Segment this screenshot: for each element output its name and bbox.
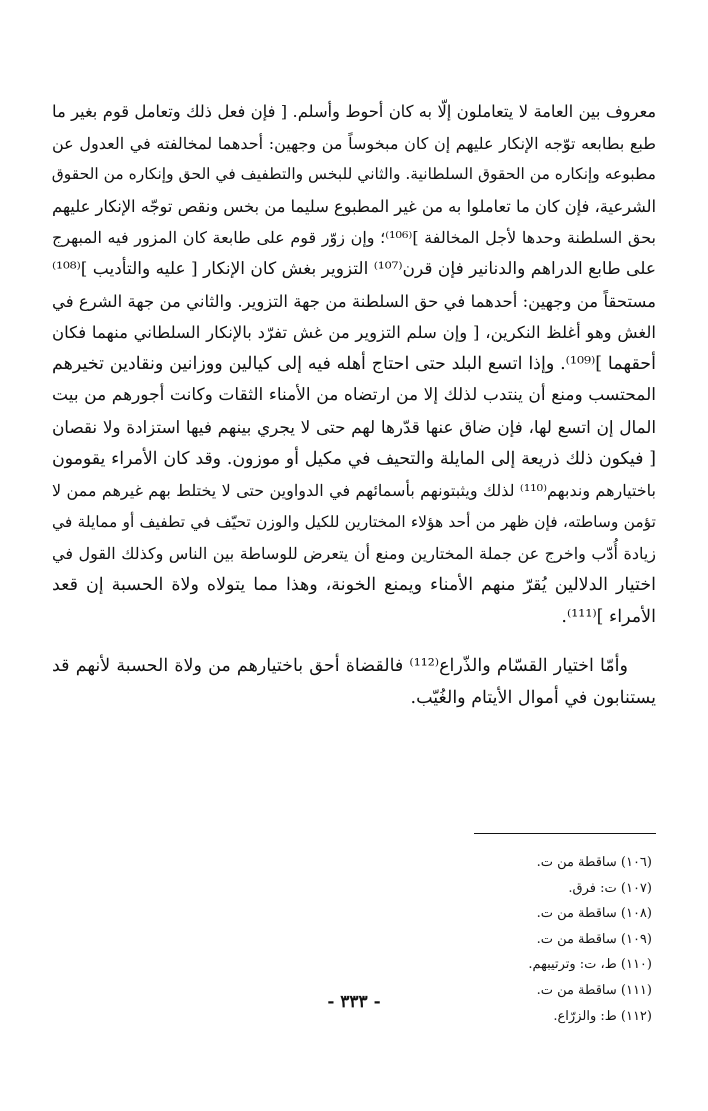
text-line: المال إن اتسع لها، فإن ضاق عنها قدّرها لهم حتى لا يجري بينهم فيها استزادة ولا نقصان bbox=[52, 416, 656, 437]
text-line: الأمراء ]⁽¹¹¹⁾. bbox=[561, 606, 656, 627]
text-line: يستنابون في أموال الأيتام والغُيّب. bbox=[410, 687, 656, 708]
text-line: تؤمن وساطته، فإن ظهر من أحد هؤلاء المختارين للكيل والوزن تحيّف في تطفيف أو ممايلة في bbox=[52, 512, 656, 531]
footnote: (١٠٦) ساقطة من ت. bbox=[536, 855, 652, 870]
footnote: (١١٠) ط، ت: وترتيبهم. bbox=[528, 957, 652, 973]
footnote: (١١٢) ط: والزرّاع. bbox=[553, 1008, 652, 1024]
text-line: مستحقاً من وجهين: أحدهما في حق السلطنة من جهة التزوير. والثاني من جهة الشرع في bbox=[52, 291, 656, 311]
text-line: [ فيكون ذلك ذريعة إلى المايلة والتحيف في مكيل أو موزون. وقد كان الأمراء يقومون bbox=[52, 448, 656, 469]
paragraph-gap bbox=[52, 633, 656, 651]
text-line: طبع بطابعه توّجه الإنكار عليهم إن كان مبخوساً من وجهين: أحدهما لمخالفته في العدول عن bbox=[52, 133, 656, 153]
text-line: مطبوعه وإنكاره من الحقوق السلطانية. والثاني للبخس والتطفيف في الحق وإنكاره من الحقوق bbox=[52, 165, 656, 184]
text-line: الغش وهو أغلظ النكرين، [ وإن سلم التزوير من غش تفرّد بالإنكار السلطاني منهما فكان bbox=[52, 323, 656, 343]
text-line: الشرعية، فإن كان ما تعاملوا به من غير المطبوع سليما من بخس ونقص توجّه الإنكار عليهم bbox=[52, 196, 656, 216]
footnote: (١١١) ساقطة من ت. bbox=[536, 982, 652, 998]
text-line: وأمّا اختيار القسّام والذّراع⁽¹¹²⁾ فالقضاة أحق باختيارهم من ولاة الحسبة لأنهم قد bbox=[52, 656, 628, 677]
text-line: زيادة أُدّب واخرج عن جملة المختارين ومنع أن يتعرض للوساطة بين الناس وكذلك القول في bbox=[52, 544, 656, 564]
text-line: معروف بين العامة لا يتعاملون إلّا به كان أحوط وأسلم. [ فإن فعل ذلك وتعامل قوم بغير ما bbox=[52, 102, 656, 121]
text-line: باختيارهم وندبهم⁽¹¹⁰⁾ لذلك ويثبتونهم بأسمائهم في الدواوين حتى لا يختلط بهم غيرهم ممن لا bbox=[52, 481, 656, 501]
footnote: (١٠٧) ت: فرق. bbox=[568, 880, 652, 896]
text-line: المحتسب ومنع أن ينتدب لذلك إلا من ارتضاه من الأمناء الثقات وكانت أجورهم من بيت bbox=[52, 385, 656, 406]
text-line: اختيار الدلالين يُقرّ منهم الأمناء ويمنع الخونة، وهذا مما يتولاه ولاة الحسبة إن قعد bbox=[52, 574, 656, 595]
text-line: على طابع الدراهم والدنانير فإن قرن⁽¹⁰⁷⁾ التزوير بغش كان الإنكار [ عليه والتأديب ]⁽¹⁰⁸⁾ bbox=[52, 258, 656, 279]
main-text bbox=[52, 96, 656, 714]
footnote: (١٠٩) ساقطة من ت. bbox=[536, 931, 652, 947]
footnote: (١٠٨) ساقطة من ت. bbox=[536, 906, 652, 922]
footnote-divider bbox=[474, 833, 656, 834]
text-line: أحقهما ]⁽¹⁰⁹⁾. وإذا اتسع البلد حتى احتاج أهله فيه إلى كيالين ووزانين ونقادين تخيرهم bbox=[52, 353, 656, 374]
page-number: - ٣٣٣ - bbox=[327, 992, 381, 1012]
text-line: بحق السلطنة وحدها لأجل المخالفة ]⁽¹⁰⁶⁾؛ وإن زوّر قوم على طابعة كان المزور فيه المبهرج bbox=[52, 228, 656, 248]
